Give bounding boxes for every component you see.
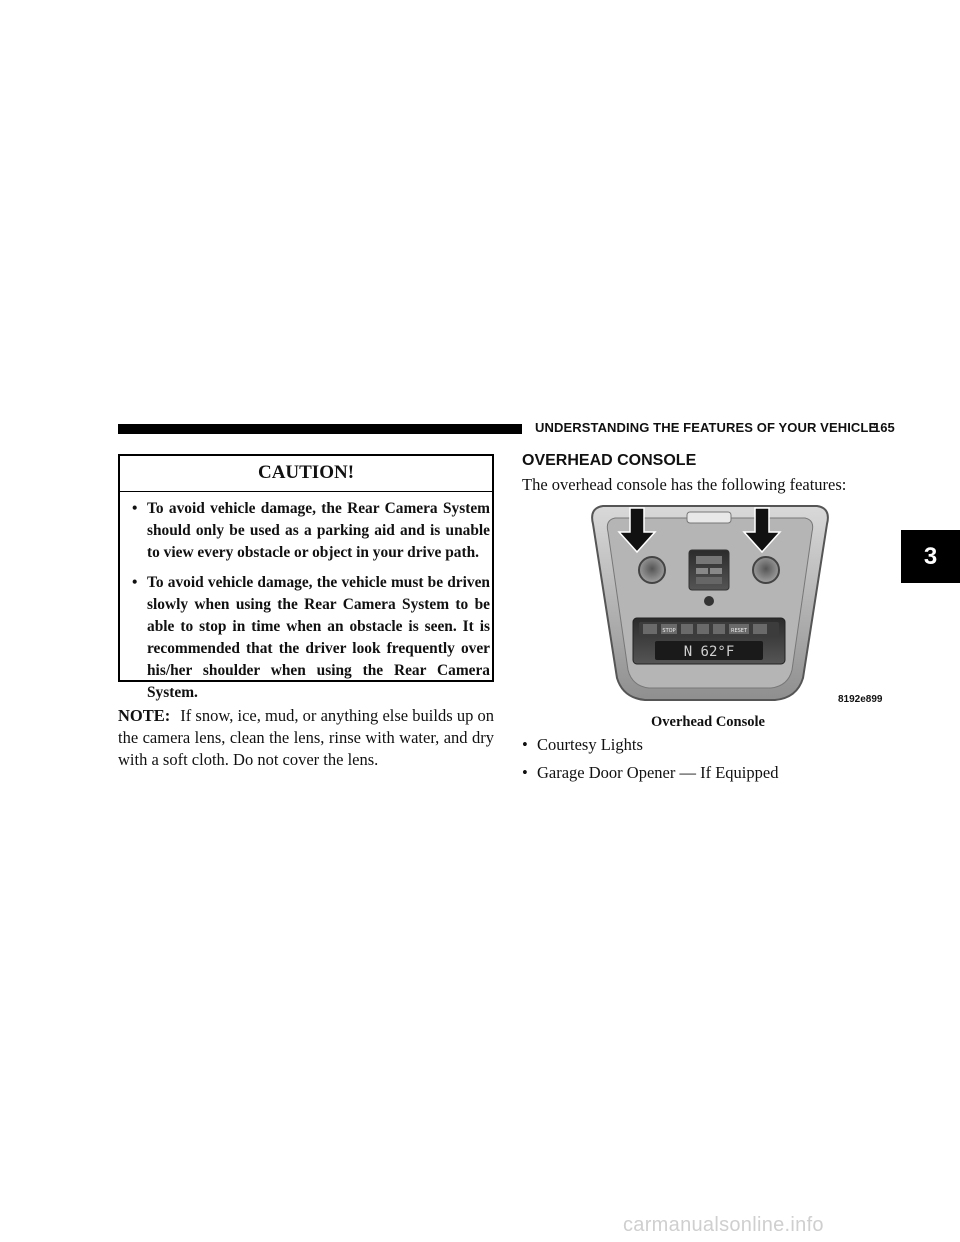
note-label: NOTE:	[118, 706, 171, 725]
overhead-console-illustration	[585, 500, 835, 705]
caution-item	[120, 498, 492, 564]
header-rule	[118, 424, 522, 434]
caution-text: To avoid vehicle damage, the Rear Camera System should only be used as a parking aid and is unable to view every obstacle or object in your drive path.	[147, 500, 490, 561]
watermark-text: carmanualsonline.info	[623, 1214, 824, 1236]
bullet: •	[522, 735, 528, 754]
note-text: If snow, ice, mud, or anything else builds up on the camera lens, clean the lens, rinse with water, and dry with a soft cloth. Do not cover the lens.	[118, 706, 494, 769]
bullet: •	[132, 574, 138, 591]
stop-label: STOP	[662, 628, 676, 634]
chapter-tab: 3	[901, 530, 960, 583]
reset-label: RESET	[730, 628, 748, 634]
feature-list	[522, 734, 778, 790]
list-item	[522, 762, 778, 784]
temperature-display: N 62°F	[683, 644, 735, 660]
note-paragraph	[118, 705, 494, 771]
running-header: UNDERSTANDING THE FEATURES OF YOUR VEHICLE	[535, 420, 878, 435]
caution-item	[120, 572, 492, 704]
bullet: •	[522, 763, 528, 782]
caution-list	[120, 492, 492, 704]
section-intro: The overhead console has the following features:	[522, 475, 847, 494]
caution-text: To avoid vehicle damage, the vehicle must be driven slowly when using the Rear Camera System to be able to stop in time when an obstacle is seen. It is recommended that the driver look frequently over his/her shoulder when using the Rear Camera System.	[147, 574, 490, 701]
feature-text: Garage Door Opener — If Equipped	[537, 763, 779, 782]
page-number: 165	[873, 420, 895, 435]
list-item	[522, 734, 778, 756]
caution-title: CAUTION!	[120, 456, 492, 492]
section-heading: OVERHEAD CONSOLE	[522, 452, 697, 469]
figure-code: 8192e899	[838, 694, 883, 705]
figure-caption: Overhead Console	[651, 714, 765, 730]
feature-text: Courtesy Lights	[537, 735, 643, 754]
bullet: •	[132, 500, 138, 517]
caution-box	[118, 454, 494, 701]
